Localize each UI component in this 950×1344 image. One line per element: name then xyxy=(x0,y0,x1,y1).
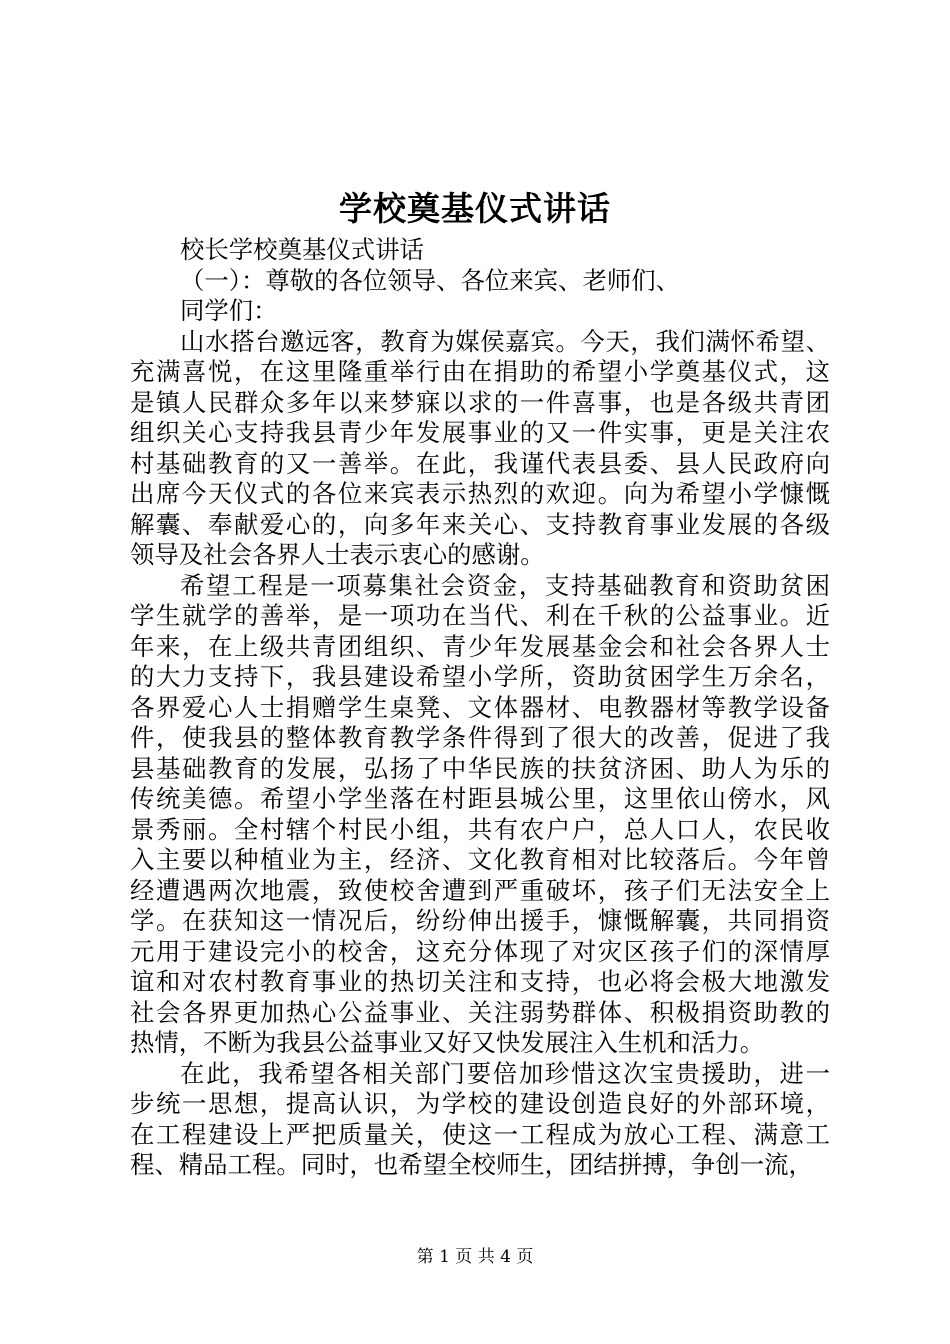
text-line: 在此，我希望各相关部门要倍加珍惜这次宝贵援助，进一 xyxy=(180,1058,830,1088)
document-body xyxy=(130,235,830,1181)
text-line: 的大力支持下，我县建设希望小学所，资助贫困学生万余名， xyxy=(130,662,830,691)
page-title: 学校奠基仪式讲话 xyxy=(339,189,611,228)
text-line: 景秀丽。全村辖个村民小组，共有农户户，总人口人，农民收 xyxy=(130,814,830,844)
page-footer: 第 1 页 共 4 页 xyxy=(416,1247,534,1267)
text-line: 组织关心支持我县青少年发展事业的又一件实事，更是关注农 xyxy=(130,418,830,447)
text-line: 步统一思想，提高认识，为学校的建设创造良好的外部环境， xyxy=(130,1089,830,1118)
text-line: 同学们： xyxy=(180,296,278,325)
text-line: 学。在获知这一情况后，纷纷伸出援手，慷慨解囊，共同捐资 xyxy=(130,906,830,935)
text-line: 社会各界更加热心公益事业、关注弱势群体、积极捐资助教的 xyxy=(130,997,830,1027)
text-line: 村基础教育的又一善举。在此，我谨代表县委、县人民政府向 xyxy=(130,448,830,478)
text-line: 入主要以种植业为主，经济、文化教育相对比较落后。今年曾 xyxy=(130,845,830,874)
text-line: 县基础教育的发展，弘扬了中华民族的扶贫济困、助人为乐的 xyxy=(130,753,830,783)
text-line: 是镇人民群众多年以来梦寐以求的一件喜事，也是各级共青团 xyxy=(130,387,830,417)
text-line: 解囊、奉献爱心的，向多年来关心、支持教育事业发展的各级 xyxy=(130,509,830,539)
text-line: 出席今天仪式的各位来宾表示热烈的欢迎。向为希望小学慷慨 xyxy=(130,479,830,508)
text-line: 学生就学的善举，是一项功在当代、利在千秋的公益事业。近 xyxy=(130,601,830,630)
text-line: 充满喜悦，在这里隆重举行由在捐助的希望小学奠基仪式，这 xyxy=(130,357,830,386)
text-line: 元用于建设完小的校舍，这充分体现了对灾区孩子们的深情厚 xyxy=(130,936,830,966)
text-line: 领导及社会各界人士表示衷心的感谢。 xyxy=(130,540,545,569)
text-line: 希望工程是一项募集社会资金，支持基础教育和资助贫困 xyxy=(180,570,830,600)
text-line: 山水搭台邀远客，教育为媒侯嘉宾。今天，我们满怀希望、 xyxy=(180,326,830,356)
text-line: （一）：尊敬的各位领导、各位来宾、老师们、 xyxy=(180,265,681,295)
text-line: 校长学校奠基仪式讲话 xyxy=(180,235,424,264)
text-line: 热情，不断为我县公益事业又好又快发展注入生机和活力。 xyxy=(130,1028,765,1057)
text-line: 年来，在上级共青团组织、青少年发展基金会和社会各界人士 xyxy=(130,631,830,661)
text-line: 在工程建设上严把质量关，使这一工程成为放心工程、满意工 xyxy=(130,1119,830,1149)
text-line: 经遭遇两次地震，致使校舍遭到严重破坏，孩子们无法安全上 xyxy=(130,875,830,905)
text-line: 程、精品工程。同时，也希望全校师生，团结拼搏，争创一流， xyxy=(130,1150,813,1179)
text-line: 件，使我县的整体教育教学条件得到了很大的改善，促进了我 xyxy=(130,723,830,752)
text-line: 传统美德。希望小学坐落在村距县城公里，这里依山傍水，风 xyxy=(130,784,830,813)
text-line: 谊和对农村教育事业的热切关注和支持，也必将会极大地激发 xyxy=(130,967,830,996)
text-line: 各界爱心人士捐赠学生桌凳、文体器材、电教器材等教学设备 xyxy=(130,692,830,722)
